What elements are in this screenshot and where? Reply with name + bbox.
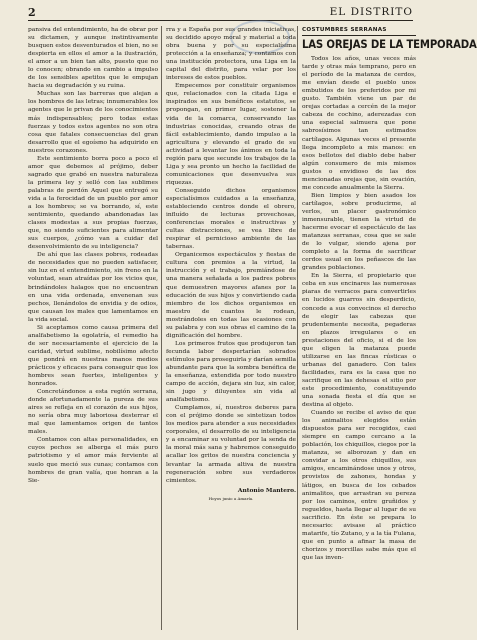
paragraph: Todos los años, unas veces más tarde y otras más temprano, pero en el período de la matanza de cerdos, me envían desde el pueblo unos embutidos de los preferidos por mi gusto. También viene un par de orejas cortadas a cercén de la mejor cabeza de cochino, aderezadas con una especial salmuera que pone sabrosísimos tan estimados cartílagos. Algunas veces el presente llega incompleto a mis manos: en esos bellotos del diablo debe haber algún consumero de mis mismos gustos o envidioso de las dos mencionadas orejas que, sin ovación, me concede anualmente la Sierra. [302, 56, 416, 191]
paragraph: Los primeros frutos que produjeron tan fecunda labor despertarían sobrados estímulos para proseguirla y darían semilla abundante para que la sombra benéfica de la enseñanza, extendida por todo nuestro campo de acción, dejara sin luz, sin calor, sin jugo y diluyentes sin vida al analfabetismo. [166, 340, 296, 404]
paragraph: Empecemos por constituir organismos que, relacionados con la citada Liga e inspirados en sus benéficos estatutos, se propongan, en primer lugar, sostener la vida de la comarca, conservando las industrias conocidas, creando otras de fácil establecimiento, dando impulso a la agricultura y elevando el grado de su actividad a levantar los ánimos en toda la región para que secunde los trabajos de la Liga y sea pronto un hecho la facilidad de comunicaciones que desenvuelva sus riquezas. [166, 83, 296, 186]
paragraph: rra y a España por sus grandes iniciativas, su decidido apoyo moral y material a toda obra buena y por su especialísima protección a la enseñanza; y contamos con una institución protectora, una Liga en la capital del distrito, para velar por los intereses de estos pueblos. [166, 27, 296, 82]
article-column-1 [28, 26, 158, 485]
newspaper-title: EL DISTRITO [329, 6, 413, 18]
paragraph: Muchas son las barreras que alejan a los hombres de las letras; innumerables los agentes que le privan de los conocimientos más indispensables; pero todas estas fuerzas y todos estos agentes no son otra cosa que fatales consecuencias del gran desarrollo que el egoísmo ha adquirido en nuestros corazones. [28, 91, 158, 154]
paragraph: Cuando se recibe el aviso de que los animalitos elegidos están dispuestos para ser recogidos, casi siempre en campo cercano a la población, los chiquillos, ciegos por la matanza, se alborozan y dan en convidar a los otros chiquillos, sus amigos, encaminándose unos y otros, provistos de zahones, hondas y látigos, en busca de los cebados animalitos, que arrastran su pereza por los caminos, entre gruñidos y regueldos, hasta llegar al lugar de su sacrificio. En éste se prepara lo necesario: avisase al práctico matarife, tío Zutano, y a la tía Fulana, que en punto a afinar la masa de chorizos y morcillas sabe más que el que las inven- [302, 410, 416, 561]
paragraph: Contamos con altas personalidades, en cuyos pechos se alberga el más puro patriotismo y el amor más ferviente al suelo que meció sus cunas; contamos con hombres de gran valía, que honran a la Sie- [28, 437, 158, 484]
article-column-2 [166, 26, 296, 502]
paragraph: Este sentimiento borra poco a poco el amor que debemos al prójimo, deber sagrado que grabó en nuestra naturaleza la primera ley y selló con las sublimes palabras de perdón Aquel que entregó su vida a la ferocidad de un pueblo por amor a los hombres; se va borrando, sí, este sentimiento, quedando abandonadas las clases modestas a sus propias fuerzas, que, no siendo suficientes para alimentar sus cuerpos, ¿cómo van a cuidar del desenvolvimiento de su inteligencia? [28, 155, 158, 251]
paragraph: De ahí que las clases pobres, rodeadas de necesidades que no pueden satisfacer, sin luz en el entendimiento, sin freno en la voluntad, sean atraídas por los vicios que, brindándoles halagos que no encuentran en una vida ordenada, envenenan sus pechos, llenándolos de envidia y de odios, que causan los males que lamentamos en la vida social. [28, 252, 158, 323]
paragraph: Cumplamos, sí, nuestros deberes para con el prójimo donde se sintetizan todos los medios para atender a sus necesidades corporales, el desarrollo de su inteligencia y a encaminar su voluntad por la senda de la moral más sana y habremos conseguido acallar los gritos de nuestra conciencia y levantar la armada altiva de nuestra regeneración sobre sus verdaderos cimientos. [166, 405, 296, 484]
author-signature: Antonio Mantero. [237, 486, 296, 494]
column-divider [161, 26, 162, 630]
column-divider [297, 26, 298, 630]
paragraph: Conseguido dichos organismos especialísimos cuidados a la enseñanza, estableciendo centros donde el obrero, influído de lecturas provechosas, conferencias morales e instructivas y cultas distracciones, se vea libre de respirar el pernicioso ambiente de las tabernas. [166, 187, 296, 251]
paragraph: Concretándonos a esta región serrana, donde afortunadamente la pureza de sus aires se refleja en el corazón de sus hijos, no sería obra muy laboriosa desterrar el mal que lamentamos origen de tantos males. [28, 389, 158, 436]
page-header [28, 6, 413, 20]
paragraph: Organicemos espectáculos y fiestas de cultura con premios a la virtud, la instrucción y el trabajo, premiándose de una manera señalada a los padres pobres que demuestren mayores afanes por la educación de sus hijos y convirtiendo cada miembro de los dichos organismos en maestro de cuantos le rodean, mostrándoles en todas las ocasiones con su palabra y con sus obras el camino de la dignificación del hombre. [166, 252, 296, 339]
paragraph: pansiva del entendimiento, ha de obrar por su dictamen, y aunque instintivamente busquen estos desventurados el bien, no se despierta en ellos el amor a la ilustración, el amor a un bien tan alto, puesto que no lo conocen; obrando en cambio a impulso de los sensibles apetitos que le empujan hacia su degradación y su ruina. [28, 27, 158, 90]
article-column-3 [302, 26, 477, 562]
section-label: COSTUMBRES SERRANAS [302, 26, 416, 36]
signature-footnote: Hoyos junio a Amaría. [208, 495, 254, 501]
header-rule [28, 20, 413, 21]
paragraph: En la Sierra, el propietario que ceba en sus encinares las numerosas piaras de verracos para convertirles en lucidos guarros sin desperdicio, concede a sus convecinos el derecho de elegir las cabezas que prudentemente necesita, pegaderas en plazos irregulares o en prestaciones del oficio, si el de los que eligen la matanza puede utilizarse en las fincas rústicas o urbanas del ganadero. Con tales facilidades, rara es la casa que no sacrifique en las dehesas el sitio por este procedimiento, constituyendo una sonada fiesta el día que se destina al objeto. [302, 273, 416, 409]
page-number: 2 [28, 6, 36, 19]
article-headline: LAS OREJAS DE LA TEMPORADA [302, 37, 477, 52]
paragraph: Si aceptamos como causa primera del analfabetismo la egolatría, el remedio ha de ser necesariamente el ejercicio de la caridad, virtud sublime, nobilísimo afecto que pondrá en nuestras manos medios prácticos y eficaces para conseguir que los hombres sean fuertes, inteligentes y honrados. [28, 324, 158, 388]
paragraph: Bien limpios y bien asados los cartílagos, sobre producirme, al verlos, un placer gastronómico inmensurable, tienen la virtud de hacerme evocar el espectáculo de las matanzas serranas, cosa que se sale de lo vulgar, siendo ajena por completo a la forma de sacrificar cerdos usual en los peñascos de las grandes poblaciones. [302, 192, 416, 272]
